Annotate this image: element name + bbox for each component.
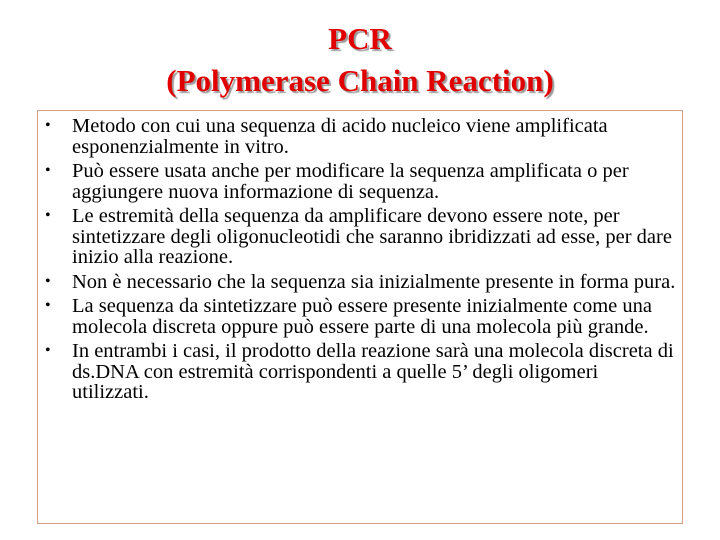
bullet-text: Metodo con cui una sequenza di acido nucleico viene amplificata esponenzialmente in vitro.	[72, 115, 608, 158]
slide-title-line-2: (Polymerase Chain Reaction)	[166, 63, 554, 98]
bullet-point-icon: •	[45, 162, 51, 179]
bullet-text: Può essere usata anche per modificare la sequenza amplificata o per aggiungere nuova informazione di sequenza.	[72, 160, 629, 203]
content-box	[37, 110, 683, 524]
bullet-item	[44, 116, 676, 157]
bullet-text: In entrambi i casi, il prodotto della reazione sarà una molecola discreta di ds.DNA con estremità corrispondenti a quelle 5’ degli oligomeri utilizzati.	[72, 340, 674, 403]
bullet-text: Le estremità della sequenza da amplificare devono essere note, per sintetizzare degli oligonucleotidi che saranno ibridizzati ad esse, per dare inizio alla reazione.	[72, 205, 672, 268]
bullet-text: Non è necessario che la sequenza sia inizialmente presente in forma pura.	[72, 270, 676, 293]
bullet-point-icon: •	[45, 342, 51, 359]
bullet-point-icon: •	[45, 272, 51, 290]
bullet-item	[44, 206, 676, 268]
bullet-text: La sequenza da sintetizzare può essere presente inizialmente come una molecola discreta oppure può essere parte di una molecola più grande.	[72, 295, 652, 338]
bullet-point-icon: •	[45, 207, 51, 224]
bullet-point-icon: •	[45, 117, 51, 134]
bullet-item	[44, 296, 676, 337]
bullet-point-icon: •	[45, 297, 51, 314]
bullet-item	[44, 341, 676, 403]
slide-title-line-1: PCR	[328, 21, 392, 56]
bullet-list	[44, 116, 676, 407]
bullet-item	[44, 161, 676, 202]
bullet-item	[44, 272, 676, 293]
